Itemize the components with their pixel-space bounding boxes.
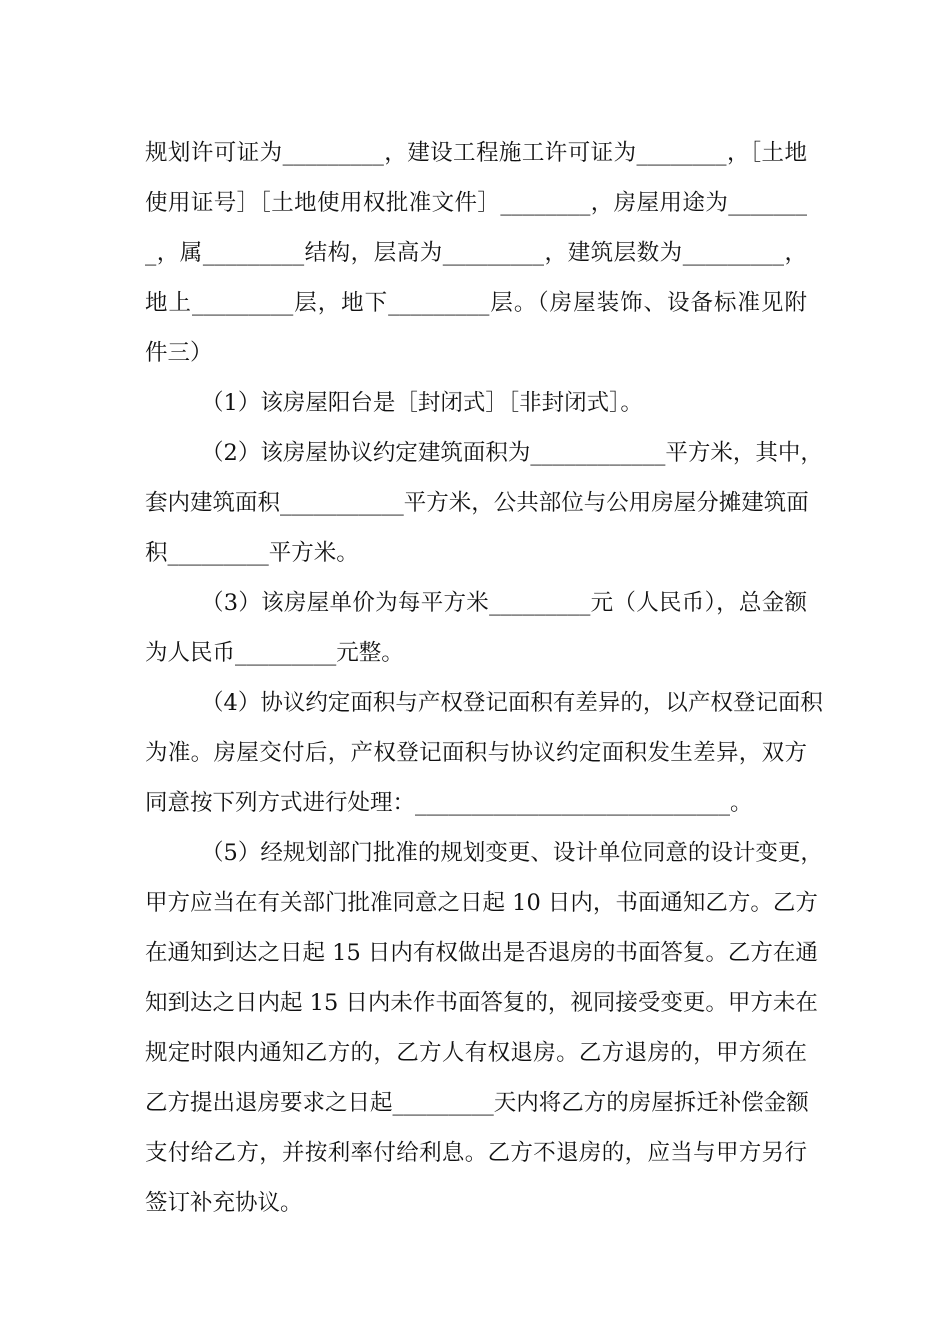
text-line: 地上_________层，地下_________层。（房屋装饰、设备标准见附 — [145, 290, 807, 316]
text-line: 甲方应当在有关部门批准同意之日起 10 日内，书面通知乙方。乙方 — [145, 890, 818, 916]
clause-3-line: （3）该房屋单价为每平方米_________元（人民币），总金额 — [201, 590, 807, 616]
text-line: 乙方提出退房要求之日起_________天内将乙方的房屋拆迁补偿金额 — [145, 1090, 809, 1116]
text-line: 规定时限内通知乙方的，乙方人有权退房。乙方退房的，甲方须在 — [145, 1040, 807, 1066]
clause-1-line: （1）该房屋阳台是［封闭式］［非封闭式］。 — [201, 390, 643, 416]
text-line: 为人民币_________元整。 — [145, 640, 404, 666]
text-line: 使用证号］［土地使用权批准文件］________，房屋用途为_______ — [145, 190, 807, 216]
text-line: 签订补充协议。 — [145, 1190, 303, 1216]
text-line: 支付给乙方，并按利率付给利息。乙方不退房的，应当与甲方另行 — [145, 1140, 807, 1166]
text-line: 积_________平方米。 — [145, 540, 359, 566]
text-line: _，属_________结构，层高为_________，建筑层数为_________， — [145, 240, 807, 266]
clause-4-line: （4）协议约定面积与产权登记面积有差异的，以产权登记面积 — [201, 690, 823, 716]
clause-5-line: （5）经规划部门批准的规划变更、设计单位同意的设计变更， — [201, 840, 823, 866]
text-line: 同意按下列方式进行处理：____________________________。 — [145, 790, 753, 816]
text-line: 件三） — [145, 340, 213, 366]
text-line: 在通知到达之日起 15 日内有权做出是否退房的书面答复。乙方在通 — [145, 940, 818, 966]
text-line: 知到达之日内起 15 日内未作书面答复的，视同接受变更。甲方未在 — [145, 990, 818, 1016]
text-line: 规划许可证为_________，建设工程施工许可证为________，［土地 — [145, 140, 807, 166]
document-page — [145, 128, 823, 1228]
clause-2-line: （2）该房屋协议约定建筑面积为____________平方米，其中， — [201, 440, 823, 466]
text-line: 为准。房屋交付后，产权登记面积与协议约定面积发生差异，双方 — [145, 740, 807, 766]
text-line: 套内建筑面积___________平方米，公共部位与公用房屋分摊建筑面 — [145, 490, 809, 516]
